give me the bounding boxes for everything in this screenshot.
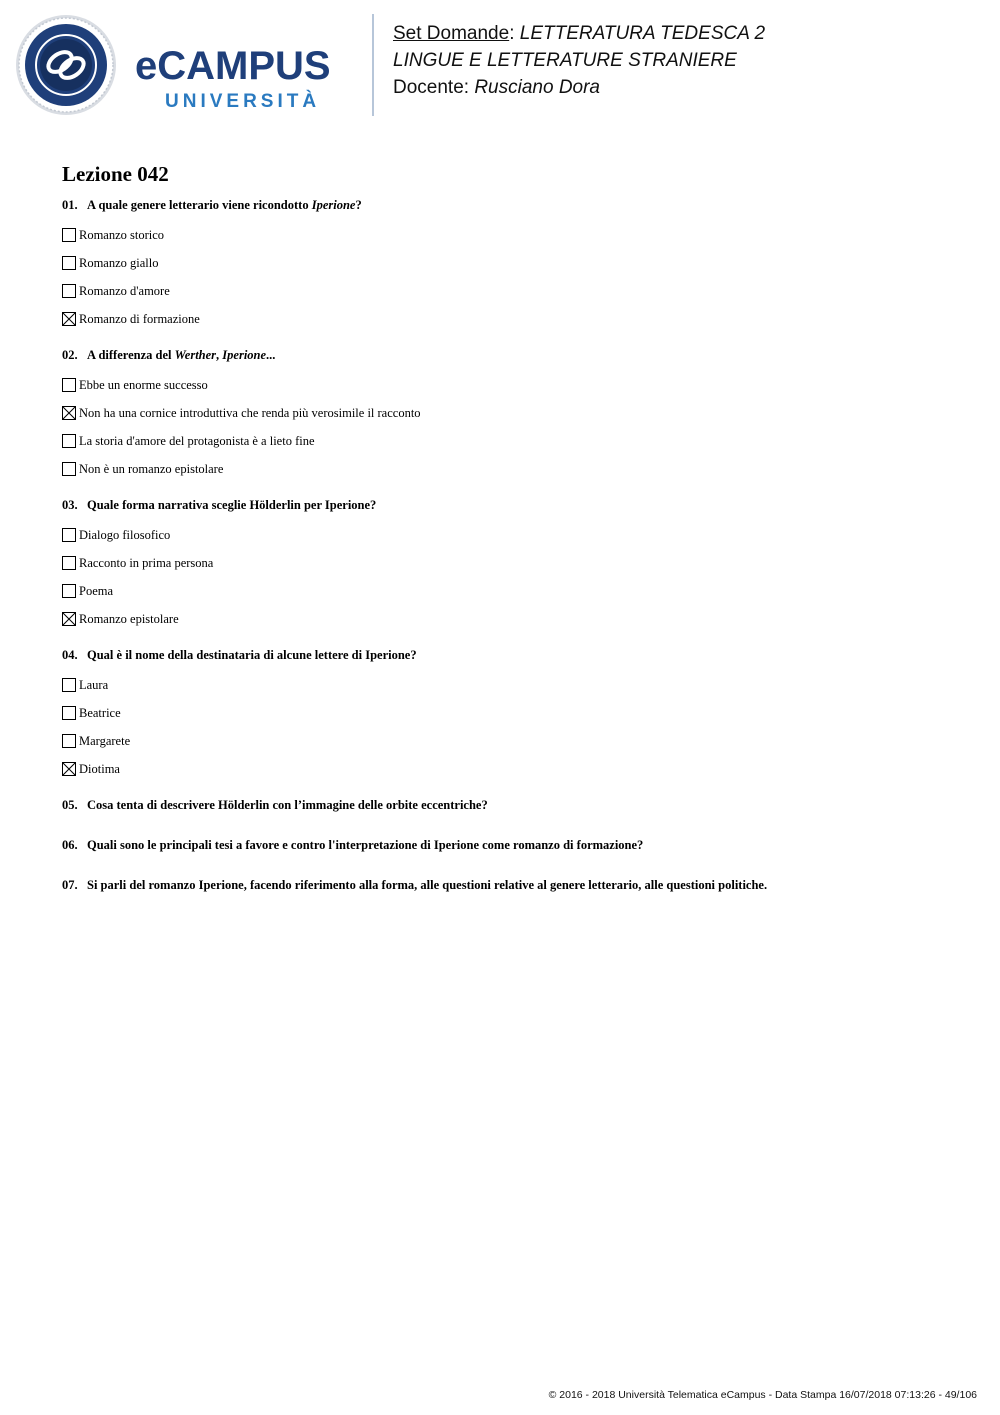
page-footer: © 2016 - 2018 Università Telematica eCampus - Data Stampa 16/07/2018 07:13:26 - 49/106 (548, 1389, 977, 1401)
checkbox[interactable] (62, 706, 76, 720)
checkbox-checked[interactable] (62, 312, 76, 326)
checkbox[interactable] (62, 462, 76, 476)
answer-option[interactable] (62, 277, 962, 305)
checkbox[interactable] (62, 284, 76, 298)
option-label: Poema (79, 583, 114, 598)
question-text: 01. A quale genere letterario viene ricondotto Iperione? (62, 198, 362, 212)
question-number: 03. (62, 498, 78, 512)
teacher-name: Rusciano Dora (474, 77, 600, 98)
checkbox[interactable] (62, 434, 76, 448)
question-number: 01. (62, 198, 78, 212)
question-text: 04. Qual è il nome della destinataria di alcune lettere di Iperione? (62, 648, 417, 662)
question-text: 02. A differenza del Werther, Iperione... (62, 348, 276, 362)
checkbox-checked[interactable] (62, 612, 76, 626)
answer-option[interactable] (62, 249, 962, 277)
option-label: Romanzo epistolare (79, 611, 179, 626)
teacher-label: Docente: (393, 77, 470, 98)
lesson-title: Lezione 042 (62, 162, 169, 186)
question-05: 05. Cosa tenta di descrivere Hölderlin con l’immagine delle orbite eccentriche? (62, 798, 488, 812)
teacher-line (393, 74, 765, 101)
option-label: Dialogo filosofico (79, 527, 171, 542)
set-line: Set Domande: LETTERATURA TEDESCA 2 (393, 23, 766, 44)
question-07: 07. Si parli del romanzo Iperione, facendo riferimento alla forma, alle questioni relative al genere letterario, alle questioni politiche. (62, 878, 768, 892)
page-header (0, 0, 1000, 130)
option-label: Laura (79, 677, 109, 692)
checkbox[interactable] (62, 256, 76, 270)
subject: LETTERATURA TEDESCA 2 (519, 23, 766, 44)
question-06: 06. Quali sono le principali tesi a favore e contro l'interpretazione di Iperione come romanzo di formazione? (62, 838, 644, 852)
answer-option[interactable] (62, 699, 962, 727)
option-label: Non ha una cornice introduttiva che renda più verosimile il racconto (79, 405, 421, 420)
checkbox[interactable] (62, 734, 76, 748)
answer-option[interactable] (62, 549, 962, 577)
option-label: Beatrice (79, 705, 121, 720)
set-label: Set Domande (393, 23, 510, 44)
option-label: La storia d'amore del protagonista è a lieto fine (79, 433, 315, 448)
answer-option[interactable] (62, 455, 962, 483)
course: LINGUE E LETTERATURE STRANIERE (393, 50, 737, 71)
questions-content (62, 160, 962, 917)
option-label: Non è un romanzo epistolare (79, 461, 224, 476)
option-label: Romanzo giallo (79, 255, 159, 270)
checkmark-x-icon (63, 407, 75, 419)
checkbox[interactable] (62, 584, 76, 598)
question-03 (62, 497, 962, 633)
option-label: Diotima (79, 761, 120, 776)
checkmark-x-icon (63, 313, 75, 325)
option-label: Ebbe un enorme successo (79, 377, 208, 392)
checkmark-x-icon (63, 613, 75, 625)
answer-option[interactable] (62, 577, 962, 605)
question-02 (62, 347, 962, 483)
question-number: 06. (62, 838, 78, 852)
checkbox-checked[interactable] (62, 762, 76, 776)
answer-option[interactable] (62, 399, 962, 427)
checkbox-checked[interactable] (62, 406, 76, 420)
option-label: Racconto in prima persona (79, 555, 214, 570)
answer-option[interactable] (62, 221, 962, 249)
question-01 (62, 197, 962, 333)
ecampus-wordmark-logo (135, 46, 360, 110)
checkbox[interactable] (62, 378, 76, 392)
answer-option[interactable] (62, 371, 962, 399)
answer-option[interactable] (62, 671, 962, 699)
checkbox[interactable] (62, 528, 76, 542)
answer-option[interactable] (62, 755, 962, 783)
ecampus-seal-logo (15, 14, 117, 116)
question-number: 07. (62, 878, 78, 892)
answer-option[interactable] (62, 727, 962, 755)
question-number: 02. (62, 348, 78, 362)
option-label: Romanzo d'amore (79, 283, 170, 298)
question-number: 05. (62, 798, 78, 812)
svg-text:eCAMPUS: eCAMPUS (135, 46, 331, 88)
answer-option[interactable] (62, 521, 962, 549)
header-divider (372, 14, 374, 116)
answer-option[interactable] (62, 427, 962, 455)
checkmark-x-icon (63, 763, 75, 775)
option-label: Romanzo di formazione (79, 311, 200, 326)
option-label: Romanzo storico (79, 227, 165, 242)
svg-text:UNIVERSITÀ: UNIVERSITÀ (165, 91, 321, 110)
option-label: Margarete (79, 733, 131, 748)
checkbox[interactable] (62, 556, 76, 570)
header-info (393, 20, 765, 101)
checkbox[interactable] (62, 228, 76, 242)
checkbox[interactable] (62, 678, 76, 692)
answer-option[interactable] (62, 305, 962, 333)
question-04 (62, 647, 962, 783)
answer-option[interactable] (62, 605, 962, 633)
question-text: 03. Quale forma narrativa sceglie Hölderlin per Iperione? (62, 498, 377, 512)
question-number: 04. (62, 648, 78, 662)
